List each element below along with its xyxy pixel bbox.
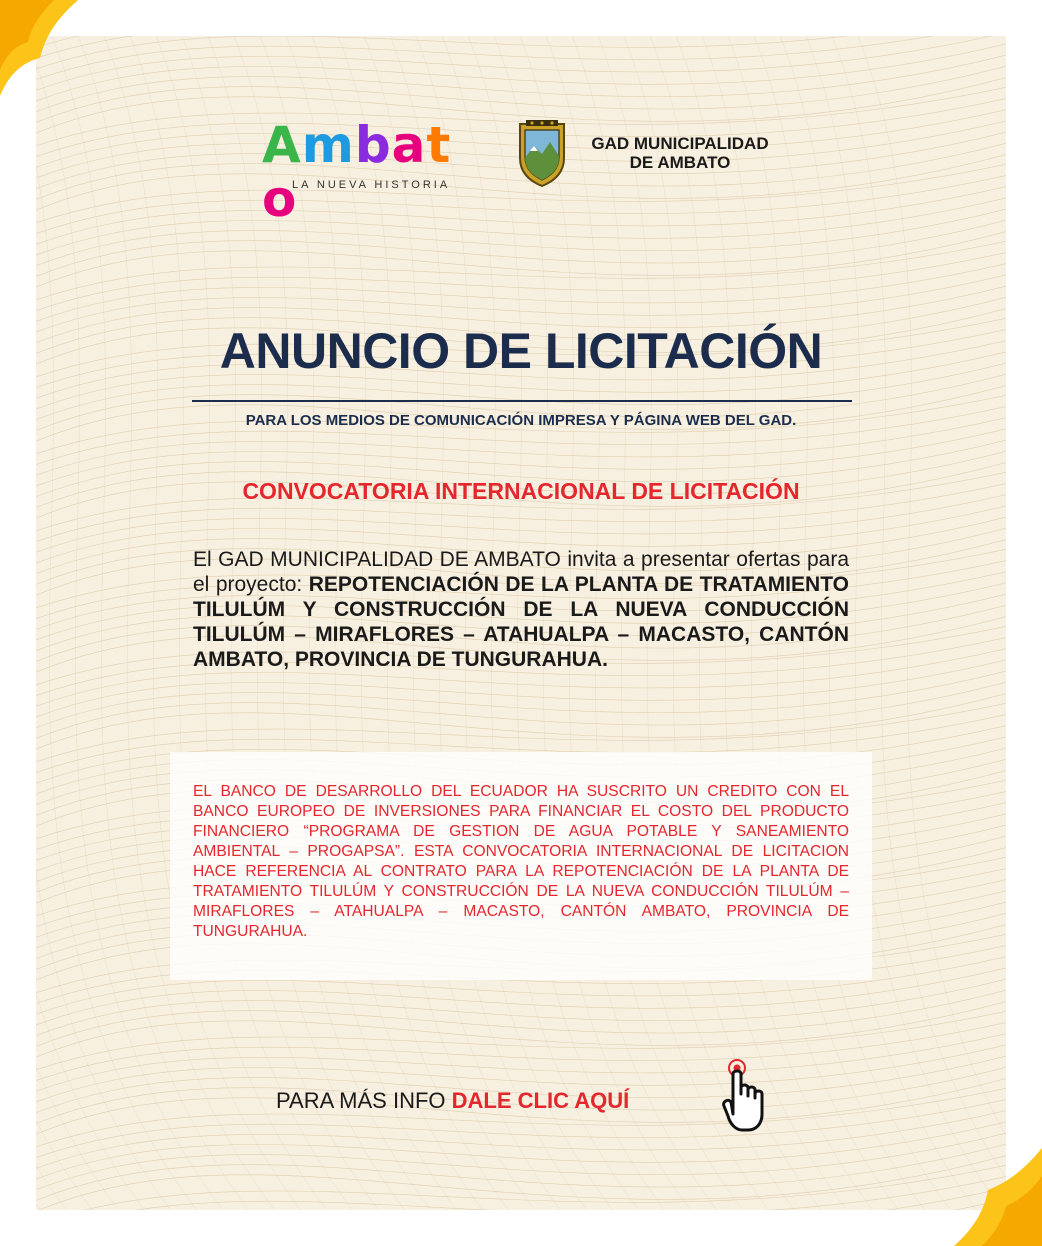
intro-lead: El GAD MUNICIPALIDAD DE AMBATO invita a presentar ofertas para el proyecto: — [193, 548, 849, 596]
guilloche-line — [36, 237, 1006, 307]
ambato-letter: A — [262, 116, 302, 174]
page-subtitle: PARA LOS MEDIOS DE COMUNICACIÓN IMPRESA Y PÁGINA WEB DEL GAD. — [245, 412, 797, 429]
guilloche-line — [36, 36, 212, 1210]
project-name: REPOTENCIACIÓN DE LA PLANTA DE TRATAMIENTO TILULÚM Y CONSTRUCCIÓN DE LA NUEVA CONDUCCIÓN TILULÚM – MIRAFLORES – ATAHUALPA – MACASTO, CANTÓN AMBATO, PROVINCIA DE TUNGURAHUA. — [193, 573, 849, 671]
ambato-letter: b — [354, 116, 392, 174]
guilloche-line — [824, 36, 1006, 1210]
guilloche-line — [36, 226, 1006, 296]
guilloche-line — [36, 36, 56, 1210]
guilloche-line — [36, 1183, 1006, 1210]
municipal-seal-icon — [516, 118, 568, 188]
guilloche-line — [36, 1018, 1006, 1088]
guilloche-line — [36, 1007, 1006, 1077]
guilloche-line — [36, 1139, 1006, 1209]
click-here-link[interactable]: DALE CLIC AQUÍ — [451, 1088, 630, 1113]
convocatoria-title: CONVOCATORIA INTERNACIONAL DE LICITACIÓN — [242, 478, 800, 504]
guilloche-line — [36, 1150, 1006, 1210]
pointing-hand-icon[interactable] — [720, 1054, 770, 1134]
credit-notice-text: EL BANCO DE DESARROLLO DEL ECUADOR HA SUSCRITO UN CREDITO CON EL BANCO EUROPEO DE INVERSIONES PARA FINANCIAR EL COSTO DEL PRODUCTO FINANCIERO “PROGRAMA DE GESTION DE AGUA POTABLE Y SANEAMIENTO AMBIENTAL – PROGAPSA”. ESTA CONVOCATORIA INTERNACIONAL DE LICITACION HACE REFERENCIA AL CONTRATO PARA LA REPOTENCIACIÓN DE LA PLANTA DE TRATAMIENTO TILULÚM Y CONSTRUCCIÓN DE LA NUEVA CONDUCCIÓN TILULÚM – MIRAFLORES – ATAHUALPA – MACASTO, CANTÓN AMBATO, PROVINCIA DE TUNGURAHUA. — [193, 783, 849, 940]
ambato-letter: m — [301, 116, 355, 174]
yellow-corner-ornament-bottom-right — [932, 1136, 1042, 1246]
guilloche-line — [36, 677, 1006, 747]
ambato-letter: o — [262, 170, 298, 228]
guilloche-line — [36, 666, 1006, 736]
logo-row — [0, 116, 1042, 228]
ambato-letter: a — [391, 116, 427, 174]
gad-name-line-1: GAD MUNICIPALIDAD — [591, 134, 769, 153]
ambato-wordmark — [262, 118, 484, 226]
guilloche-line — [36, 688, 1006, 758]
more-info-link[interactable] — [276, 1088, 629, 1114]
ambato-logo — [262, 116, 484, 228]
guilloche-line — [36, 36, 1006, 98]
more-info-prefix: PARA MÁS INFO — [276, 1088, 452, 1113]
gad-municipality-name — [580, 134, 780, 172]
yellow-corner-ornament-top-left — [0, 0, 110, 110]
guilloche-line — [36, 1194, 1006, 1210]
guilloche-line — [36, 974, 1006, 1044]
guilloche-line — [36, 996, 1006, 1066]
guilloche-line — [36, 36, 82, 1210]
ambato-tagline: LA NUEVA HISTORIA — [292, 179, 451, 191]
guilloche-line — [36, 36, 1006, 65]
intro-paragraph — [193, 547, 849, 672]
guilloche-line — [36, 985, 1006, 1055]
gad-name-line-2: DE AMBATO — [629, 153, 731, 172]
guilloche-line — [36, 215, 1006, 285]
guilloche-line — [36, 1128, 1006, 1198]
guilloche-line — [36, 204, 1006, 274]
guilloche-line — [36, 50, 1006, 120]
title-divider — [192, 400, 852, 402]
ambato-letter: t — [426, 116, 452, 174]
guilloche-line — [36, 1205, 1006, 1210]
page-title: ANUNCIO DE LICITACIÓN — [219, 323, 823, 379]
